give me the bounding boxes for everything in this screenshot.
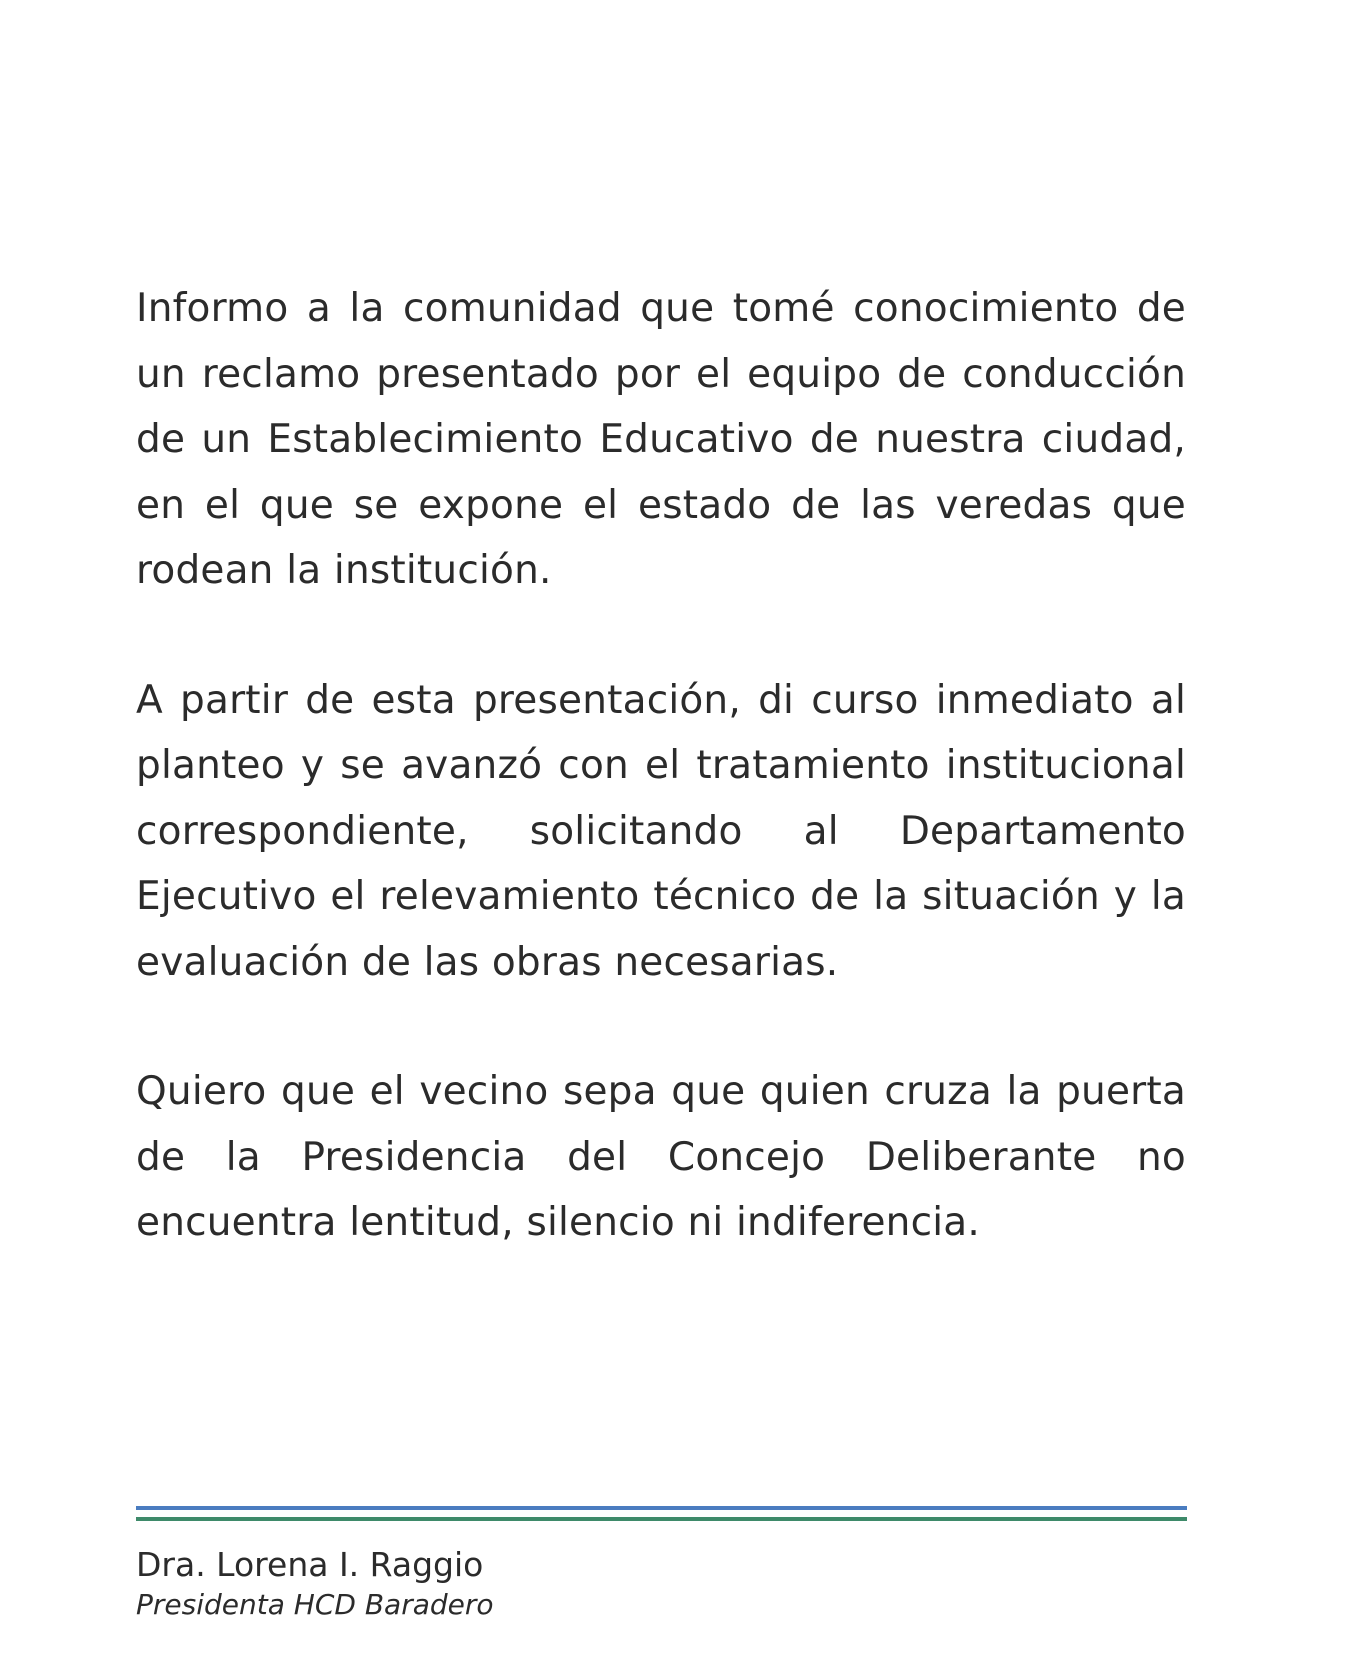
divider-blue [136, 1506, 1187, 1510]
statement-body [136, 276, 1186, 1320]
divider-green [136, 1517, 1187, 1521]
paragraph-commitment: Quiero que el vecino sepa que quien cruza la puerta de la Presidencia del Concejo Deliberante no encuentra lentitud, silencio ni indiferencia. [136, 1069, 1186, 1245]
signature-block [136, 1543, 494, 1623]
signature-title: Presidenta HCD Baradero [136, 1588, 494, 1621]
signature-name: Dra. Lorena I. Raggio [136, 1545, 484, 1584]
paragraph-actions: A partir de esta presentación, di curso inmediato al planteo y se avanzó con el tratamiento institucional correspondiente, solicitando al Departamento Ejecutivo el relevamiento técnico de la situación y la evaluación de las obras necesarias. [136, 677, 1186, 985]
paragraph-complaint: Informo a la comunidad que tomé conocimiento de un reclamo presentado por el equipo de conducción de un Establecimiento Educativo de nuestra ciudad, en el que se expone el estado de las veredas que rodean la institución. [136, 286, 1186, 593]
